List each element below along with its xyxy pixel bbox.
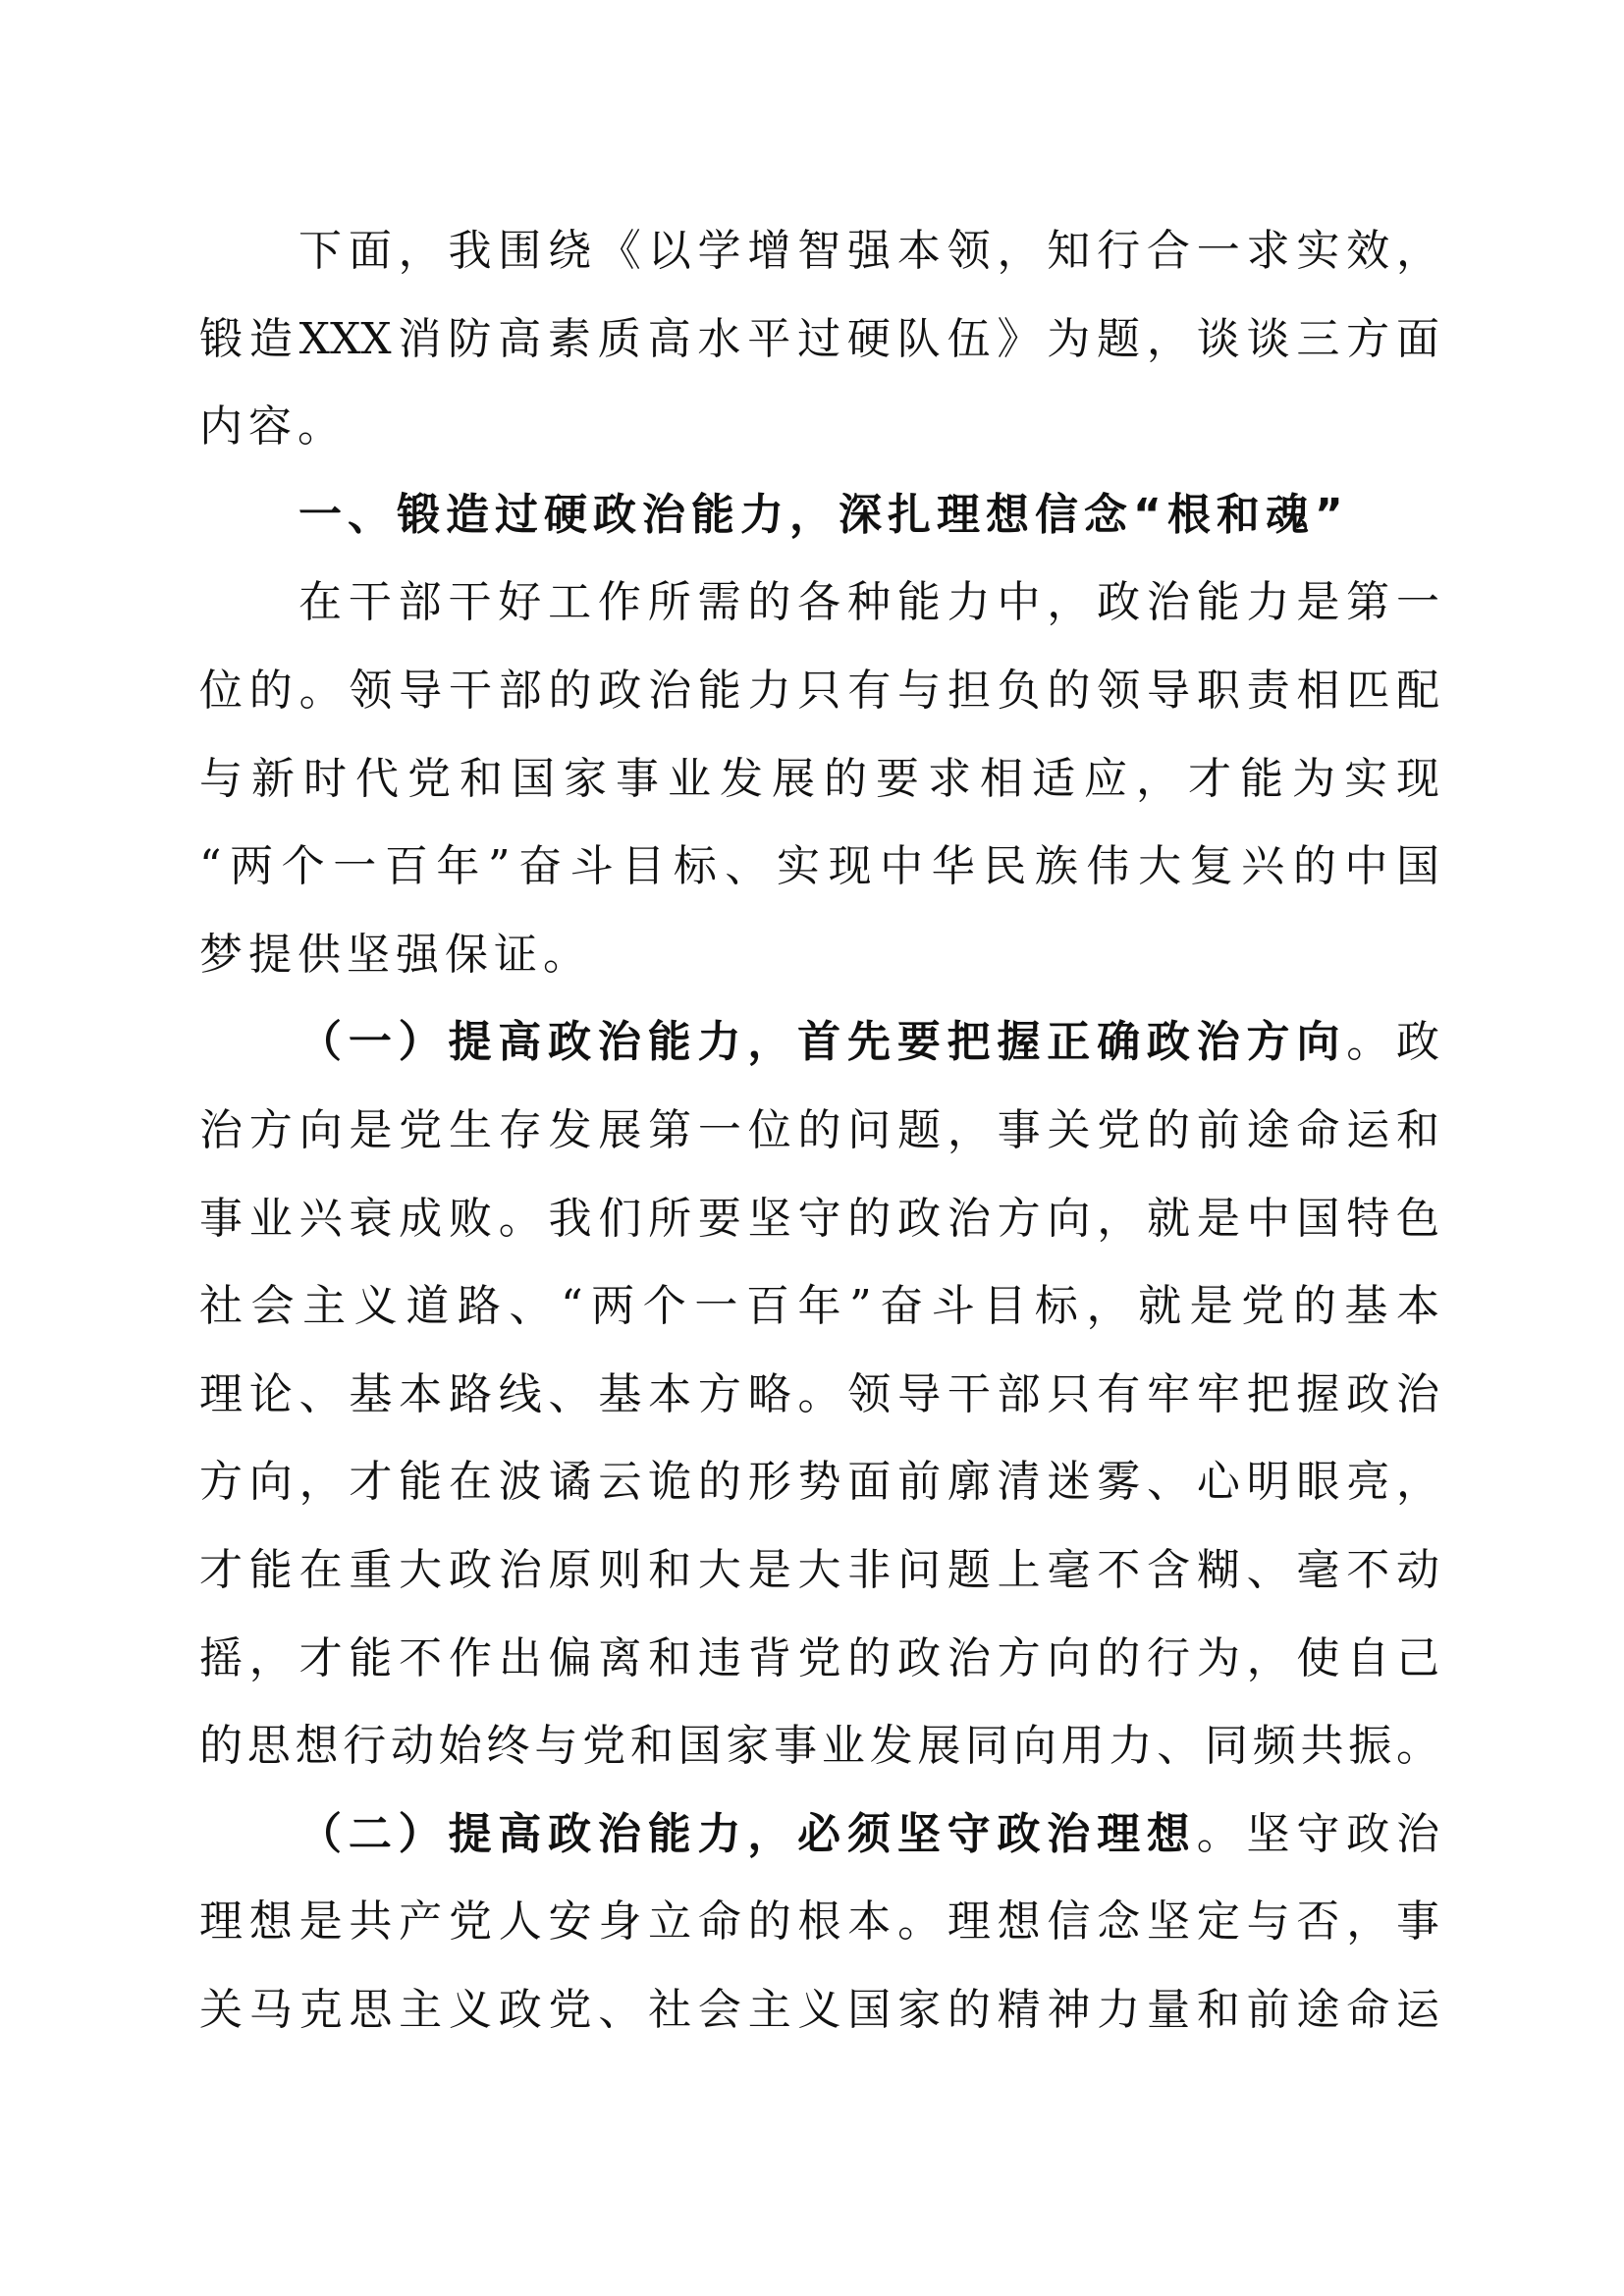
text-line: 内容。: [199, 401, 347, 453]
text-line: 社会主义道路、“两个一百年”奋斗目标，就是党的基本: [199, 1281, 1439, 1332]
text-fragment: 。坚守政治: [1196, 1808, 1440, 1859]
text-line: 梦提供坚强保证。: [199, 929, 592, 980]
text-line: 与新时代党和国家事业发展的要求相适应，才能为实现: [199, 753, 1439, 804]
text-line: 才能在重大政治原则和大是大非问题上毫不含糊、毫不动: [199, 1544, 1439, 1595]
text-line: 治方向是党生存发展第一位的问题，事关党的前途命运和: [199, 1104, 1439, 1155]
subheading-2: （二）提高政治能力，必须坚守政治理想: [298, 1808, 1197, 1859]
paragraph-political-ability: [199, 559, 1439, 998]
text-line: [199, 1790, 1439, 1879]
text-line: 锻造XXX消防高素质高水平过硬队伍》为题，谈谈三方面: [199, 313, 1439, 364]
text-line: 理论、基本路线、基本方略。领导干部只有牢牢把握政治: [199, 1368, 1439, 1419]
subheading-1: （一）提高政治能力，首先要把握正确政治方向: [298, 1017, 1347, 1068]
text-line: 位的。领导干部的政治能力只有与担负的领导职责相匹配: [199, 665, 1439, 716]
text-fragment: 。政: [1346, 1017, 1440, 1068]
paragraph-political-ideal: [199, 1790, 1439, 2055]
document-page: [199, 207, 1439, 2054]
text-line: 在干部干好工作所需的各种能力中，政治能力是第一: [298, 577, 1439, 628]
text-line: “两个一百年”奋斗目标、实现中华民族伟大复兴的中国: [199, 841, 1439, 892]
text-line: 下面，我围绕《以学增智强本领，知行合一求实效，: [298, 226, 1439, 276]
paragraph-political-direction: [199, 998, 1439, 1789]
section-heading: 一、锻造过硬政治能力，深扎理想信念“根和魂”: [298, 489, 1349, 540]
text-line: 方向，才能在波谲云诡的形势面前廓清迷雾、心明眼亮，: [199, 1457, 1439, 1508]
text-line: 摇，才能不作出偏离和违背党的政治方向的行为，使自己: [199, 1632, 1439, 1683]
text-line: 的思想行动始终与党和国家事业发展同向用力、同频共振。: [199, 1721, 1439, 1772]
text-line: 关马克思主义政党、社会主义国家的精神力量和前途命运: [199, 1984, 1439, 2035]
paragraph-intro: [199, 207, 1439, 471]
text-line: 理想是共产党人安身立命的根本。理想信念坚定与否，事: [199, 1896, 1439, 1948]
text-line: [199, 998, 1439, 1087]
text-line: 事业兴衰成败。我们所要坚守的政治方向，就是中国特色: [199, 1193, 1439, 1244]
